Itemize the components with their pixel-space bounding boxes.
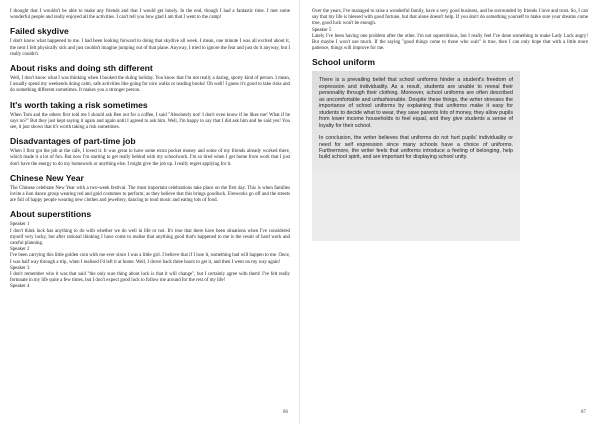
speaker-label: Speaker 5 (312, 27, 332, 33)
page-number: 86 (283, 410, 288, 415)
scanned-text-image (312, 71, 520, 241)
intro-paragraph: I thought that I wouldn't be able to make any friends and that I would get lonely. In the end, though I had a fantastic time. I met some wonderful people and really enjoyed all the activities. I can't tell you how glad I am that I went to the camp! (10, 9, 290, 21)
speaker-text: I don't remember who it was that said "the only sure thing about luck is that it will change", but I certainly agree with them! I've felt really fortunate in my life quite a few times, but I don't expect good luck to follow me around for the rest of my life! (10, 272, 290, 284)
section-heading-worth-risk: It's worth taking a risk sometimes (10, 99, 148, 110)
section-paragraph: Well, I don't know what I was thinking when I booked the skiing holiday. You know that I'm not really a daring, sporty kind of person. I mean, I usually spend my weekends doing calm, safe activities like going for nice walks or reading books! Oh well! I guess it's good to take risks and do something different sometimes. It makes you a stronger person. (10, 76, 290, 94)
scan-paragraph: There is a prevailing belief that school uniforms hinder a student's freedom of expression and individuality. As a result, students are unable to reveal their personality through their clothing. Moreover, school uniforms are often described as uncomfortable and unfashionable. Despite these things, the writer stresses the importance of school uniforms by explaining that uniforms make it easy for students to decide what to wear, they save parents lots of money, they allow pupils from lower income households to feel equal, and they give students a sense of loyalty for their school. (319, 77, 513, 129)
section-heading-school-uniform: School uniform (312, 57, 376, 68)
scan-paragraph: In conclusion, the writer believes that uniforms do not hurt pupils' individuality or need for self expression since many schools have a choice of uniforms. Furthermore, the writer feels that uniforms introduce a feeling of belonging, help build school spirit, and are important for displaying school unity. (319, 135, 513, 161)
speaker-text: I don't think luck has anything to do with whether we do well in life or not. It's true that there have been situations when I've considered myself very lucky, but after rational thinking I have come to realise that anything good that's happened to me is the result of hard work and careful planning. (10, 228, 290, 247)
speaker-text: Lately I've been having one problem after the other. I'm not superstitious, but I really feel I've done something to make Lady Luck angry! But maybe I won't use much. If the saying "good things come to those who wait" is true, then I can only hope that with a little more patience, things will improve for me. (312, 33, 588, 52)
section-heading-chinese-new-year: Chinese New Year (10, 172, 84, 183)
speaker-label: Speaker 1 (10, 222, 30, 228)
speaker-label: Speaker 2 (10, 247, 30, 253)
section-paragraph: When Tom and the others first told me I should ask Ben out for a coffee, I said "Absolutely not! I don't even know if he likes me! What if he says no?" But they just kept saying it again and again until I agreed to ask him. Well, I'm happy to say that I did ask him and he said yes! You see, it just shows that it's worth taking a risk sometimes. (10, 112, 290, 131)
section-paragraph: The Chinese celebrate New Year with a two-week festival. The most important celebrations take place on the first day. This is when families invite a lion dance group wearing red and gold costumes to perform, as they believe that this brings goodluck. Fireworks go off and the streets are full of happy people wearing new clothes and jewellery, dancing to loud music and eating lots of food. (10, 185, 290, 204)
page-number: 87 (581, 410, 586, 415)
section-paragraph: I don't know what happened to me. I had been looking forward to doing that skydive all week. I mean, one minute I was all excited about it, the next I felt physically sick and just couldn't imagine jumping out of that plane. Anyway, I tried to ignore the fear and just do it anyway, but I really couldn't. (10, 39, 290, 57)
section-heading-part-time-job: Disadvantages of part-time job (10, 136, 136, 147)
section-heading-risks: About risks and doing sth different (10, 63, 153, 74)
speaker-label: Speaker 4 (10, 284, 30, 290)
section-paragraph: When I first got the job at the cafe, I loved it. It was great to have some extra pocket money and some of my friends already worked there, which made it a lot of fun. But now I'm starting to get really behind with my schoolwork. I'm so tired when I get home from work that I just don't have the energy to do my homework or anything else. I might give the job up. I really regret applying for it. (10, 149, 290, 167)
section-heading-superstitions: About superstitions (10, 209, 92, 220)
speaker-text: I've been carrying this little golden coin with me ever since I was a little girl. I believe that if I lose it, something bad will happen to me. Once, I was half way through a trip, when I realised I'd left it at home. Well, I drove back three hours to get it, and then I went on my way again! (10, 253, 290, 265)
speaker-label: Speaker 3 (10, 265, 30, 271)
speaker-text: Over the years, I've managed to raise a wonderful family, have a very good business, and be surrounded by friends I love and trust. So, I can say that my life is blessed with good fortune, but that alone doesn't help. If you don't do something yourself to make sure your dreams come true, good luck won't be enough. (312, 9, 588, 27)
section-heading-failed-skydive: Failed skydive (10, 26, 69, 37)
right-page (300, 0, 600, 424)
